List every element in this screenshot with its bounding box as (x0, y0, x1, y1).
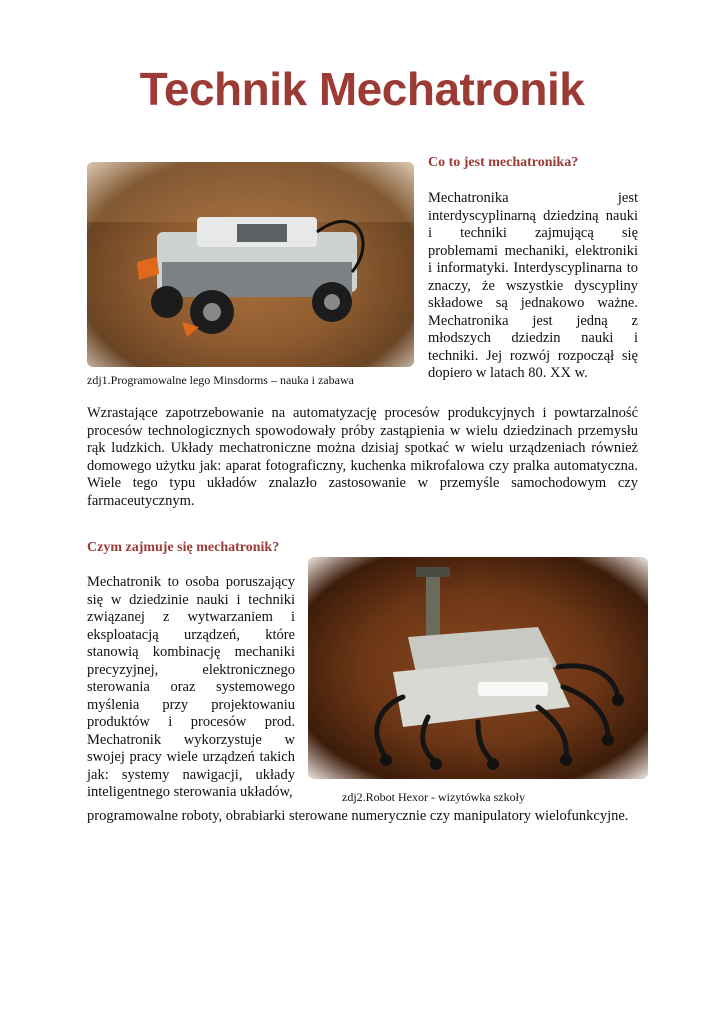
section1-text: Mechatronika jest interdyscyplinarną dziedziną nauki i techniki zajmującą się problemami mechaniki, elektroniki i informatyki. Interdyscyplinarna to znaczy, że wszystkie dyscypliny składowe są jednakowo ważne. Mechatronika jest jedną z młodszych dziedzin nauki i techniki. Jej rozwój rozpoczął się dopiero w latach 80. XX w. (428, 190, 638, 381)
lego-robot-illustration (87, 162, 414, 367)
image2-caption: zdj2.Robot Hexor - wizytówka szkoły (342, 790, 525, 804)
hexor-robot-photo (308, 557, 648, 779)
paragraph2-text: Wzrastające zapotrzebowanie na automatyzację procesów produkcyjnych i powtarzalność procesów technologicznych spowodowały próby zastąpienia w wielu dziedzinach przemysłu rąk ludzkich. Układy mechatroniczne można dzisiaj spotkać w wielu urządzeniach również domowego użytku jak: aparat fotograficzny, kuchenka mikrofalowa czy pralka automatyczna. Wiele tego typu układów znalazło zastosowanie w przemyśle samochodowym czy farmaceutycznym. (87, 405, 638, 509)
lego-robot-photo (87, 162, 414, 367)
page-title: Technik Mechatronik (139, 63, 585, 115)
section1-heading: Co to jest mechatronika? (428, 155, 579, 170)
section2-text: Mechatronik to osoba poruszający się w dziedzinie nauki i techniki związanej z wytwarzaniem i eksploatacją urządzeń, które stanowią kombinację mechaniki precyzyjnej, elektronicznego sterowania oraz systemowego myślenia przy projektowaniu produktów i procesów prod. Mechatronik wykorzystuje w swojej pracy wiele urządzeń takich jak: systemy nawigacji, układy inteligentnego sterowania układów, (87, 574, 295, 800)
section2-text-continued: programowalne roboty, obrabiarki sterowane numerycznie czy manipulatory wielofunkcyjne. (87, 808, 629, 824)
hexor-robot-illustration (308, 557, 648, 779)
image1-caption: zdj1.Programowalne lego Minsdorms – nauka i zabawa (87, 373, 354, 387)
section2-heading: Czym zajmuje się mechatronik? (87, 540, 280, 555)
